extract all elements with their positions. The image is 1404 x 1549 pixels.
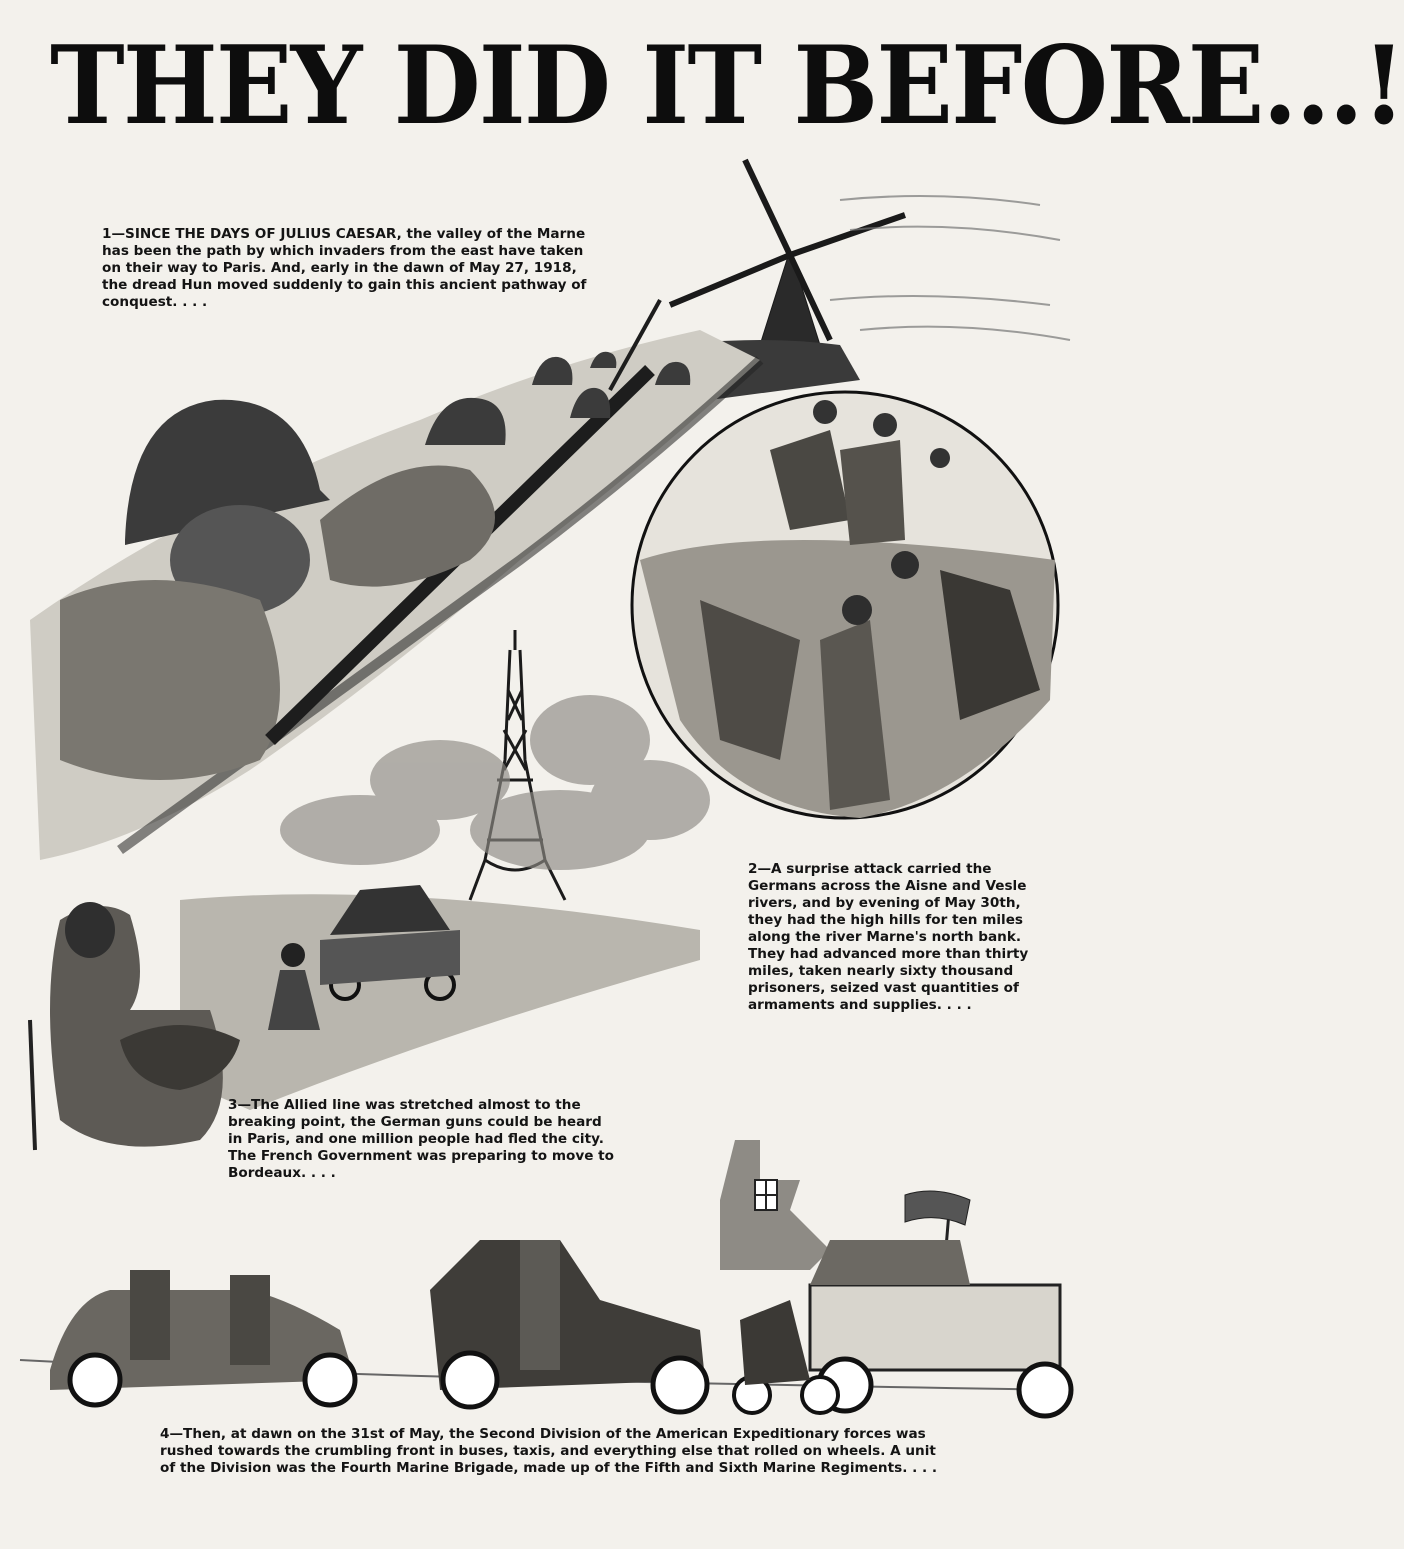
caption-4: 4—Then, at dawn on the 31st of May, the Second Division of the American Expeditionary forces was rushed towards the crumbling front in buses, taxis, and everything else that rolled on wheels. A unit of the Division was the Fourth Marine Brigade, made up of the Fifth and Sixth Marine Regiments. . . . [160, 1426, 938, 1476]
caption-1-text: the valley of the Marne has been the path by which invaders from the east have taken on their way to Paris. And, early in the dawn of May 27, 1918, the dread Hun moved suddenly to gain this ancient pathway of conquest. . . . [102, 226, 587, 310]
prisoners-circle-illustration [632, 392, 1058, 818]
vehicles-convoy-illustration [20, 1240, 1071, 1416]
caption-1 [102, 226, 602, 311]
caption-2: 2—A surprise attack carried the Germans across the Aisne and Vesle rivers, and by evening of May 30th, they had the high hills for ten miles along the river Marne's north bank. They had advanced more than thirty miles, taken nearly sixty thousand prisoners, seized vast quantities of armaments and supplies. . . . [748, 861, 1029, 1013]
ruined-building-illustration [720, 1140, 830, 1270]
page-title: THEY DID IT BEFORE...! [50, 23, 1404, 149]
caption-3: 3—The Allied line was stretched almost to the breaking point, the German guns could be heard in Paris, and one million people had fled the city. The French Government was preparing to move to Bordeaux. . . . [228, 1097, 614, 1181]
smoke-cloud-illustration [280, 695, 710, 870]
sky-strokes [830, 196, 1070, 340]
caption-1-lead: 1—SINCE THE DAYS OF JULIUS CAESAR, [102, 226, 402, 242]
